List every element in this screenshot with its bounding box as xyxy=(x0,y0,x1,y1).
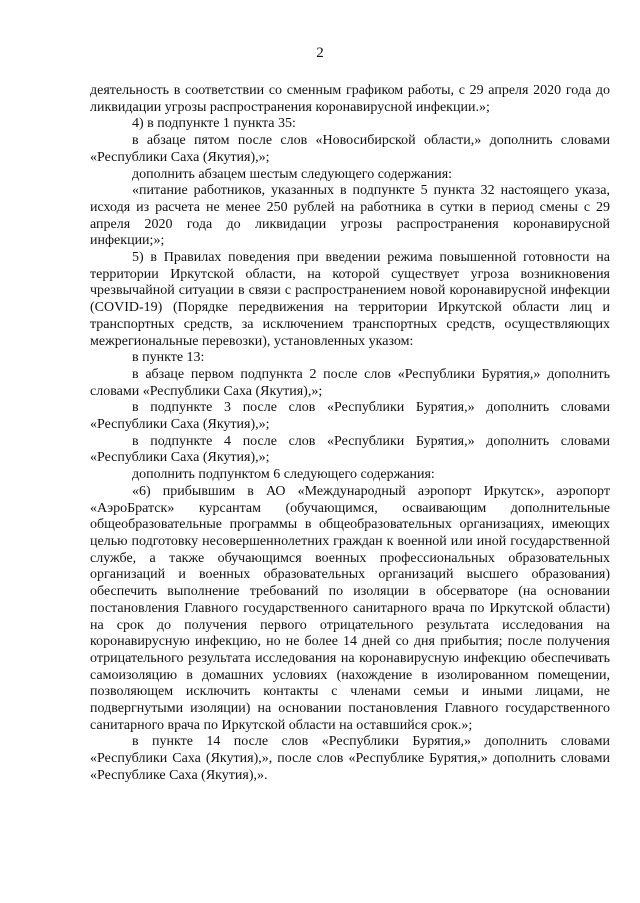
page-number: 2 xyxy=(316,45,324,61)
paragraph-10: в подпункте 4 после слов «Республики Бурятия,» дополнить словами «Республики Саха (Якутия),»; xyxy=(90,433,610,466)
paragraph-11: дополнить подпунктом 6 следующего содержания: xyxy=(132,467,435,483)
paragraph-12: «6) прибывшим в АО «Международный аэропорт Иркутск», аэропорт «АэроБратск» курсантам (обучающимся, осваивающим дополнительные общеобразовательные программы в общеобразовательных организациях, имеющих целью подготовку несовершеннолетних граждан к военной или иной государственной службе, а также обучающимся военных профессиональных образовательных организаций и военных образовательных организаций высшего образования) обеспечить выполнение требований по изоляции в обсерваторе (на основании постановления Главного государственного санитарного врача по Иркутской области) на срок до получения первого отрицательного результата исследования на коронавирусную инфекцию, но не более 14 дней со дня прибытия; после получения отрицательного результата исследования на коронавирусную инфекцию обеспечивать самоизоляцию в домашних условиях (нахождение в изолированном помещении, позволяющем исключить контакты с членами семьи и иными лицами, не подвергнутыми изоляции) на основании постановления Главного государственного санитарного врача по Иркутской области на оставшийся срок.»; xyxy=(90,483,610,733)
paragraph-4: дополнить абзацем шестым следующего содержания: xyxy=(132,166,453,182)
paragraph-3: в абзаце пятом после слов «Новосибирской области,» дополнить словами «Республики Саха (Якутия),»; xyxy=(90,133,610,165)
paragraph-5: «питание работников, указанных в подпункте 5 пункта 32 настоящего указа, исходя из расчета не менее 250 рублей на работника в сутки в период смены с 29 апреля 2020 года до ликвидации угрозы распространения коронавирусной инфекции;»; xyxy=(90,183,610,249)
paragraph-8: в абзаце первом подпункта 2 после слов «Республики Бурятия,» дополнить словами «Республики Саха (Якутия),»; xyxy=(90,366,610,399)
paragraph-9: в подпункте 3 после слов «Республики Бурятия,» дополнить словами «Республики Саха (Якутия),»; xyxy=(90,400,610,433)
document-body xyxy=(90,83,610,785)
paragraph-7: в пункте 13: xyxy=(132,350,205,366)
paragraph-13: в пункте 14 после слов «Республики Бурятия,» дополнить словами «Республики Саха (Якутия),», после слов «Республике Бурятия,» дополнить словами «Республике Саха (Якутия),». xyxy=(90,734,610,783)
paragraph-2: 4) в подпункте 1 пункта 35: xyxy=(132,116,296,132)
paragraph-6: 5) в Правилах поведения при введении режима повышенной готовности на территории Иркутской области, на которой существует угроза возникновения чрезвычайной ситуации в связи с распространением новой коронавирусной инфекции (COVID-19) (Порядке передвижения на территории Иркутской области лиц и транспортных средств, за исключением транспортных средств, осуществляющих межрегиональные перевозки), установленных указом: xyxy=(90,250,610,349)
paragraph-1: деятельность в соответствии со сменным графиком работы, с 29 апреля 2020 года до ликвидации угрозы распространения коронавирусной инфекции.»; xyxy=(90,83,610,115)
